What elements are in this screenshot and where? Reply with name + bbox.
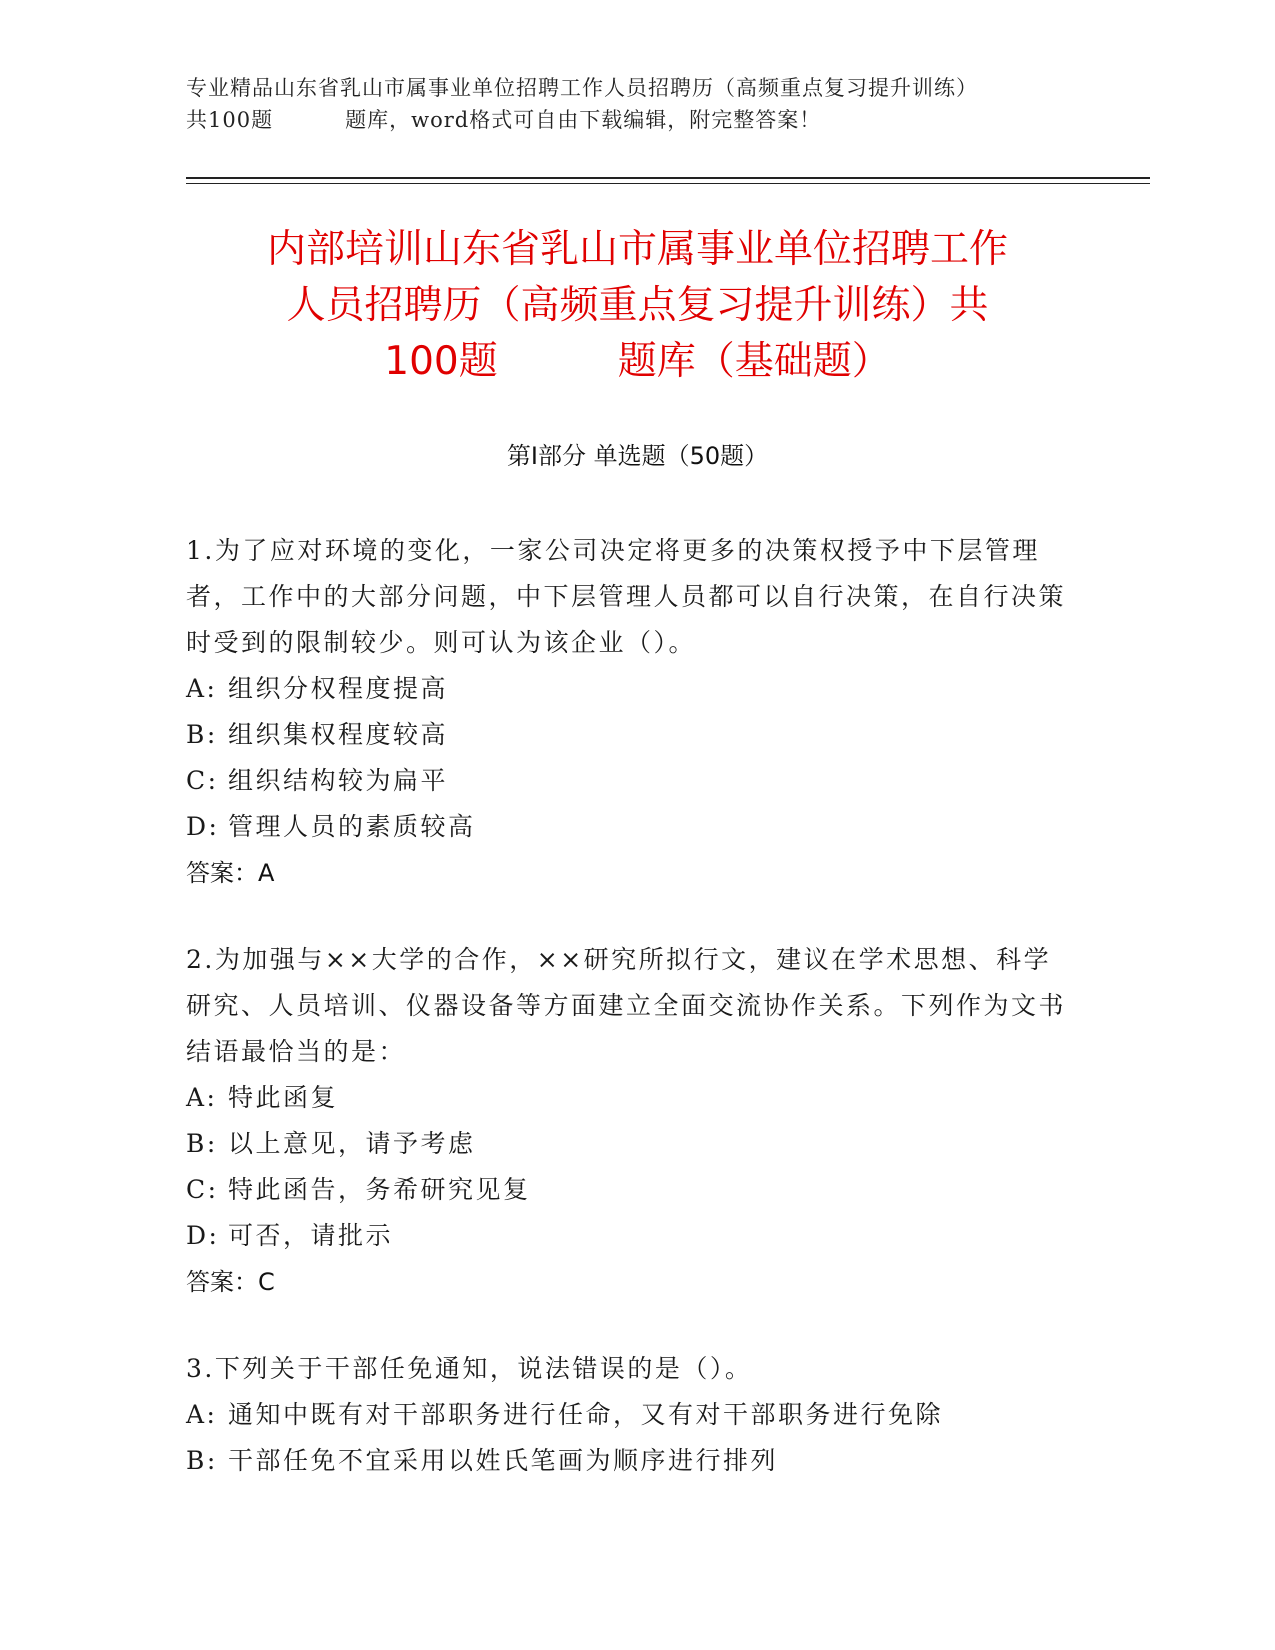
option-key: D: [186,1221,220,1250]
question-1 [186,528,1066,896]
header-line-2 [186,104,1086,136]
question-stem: 3.下列关于干部任免通知，说法错误的是（）。 [186,1354,753,1383]
option-text: 组织结构较为扁平 [228,766,449,795]
title-line-3 [130,334,1145,390]
question-list [186,528,1066,1525]
option-a [186,1075,1066,1121]
question-2 [186,937,1066,1305]
option-text: 特此函复 [228,1083,339,1112]
option-c [186,1167,1066,1213]
question-stem: 2.为加强与××大学的合作，××研究所拟行文，建议在学术思想、科学研究、人员培训、仪器设备等方面建立全面交流协作关系。下列作为文书结语最恰当的是： [186,945,1067,1066]
option-key: B: [186,1129,218,1158]
option-text: 以上意见，请予考虑 [228,1129,476,1158]
option-text: 特此函告，务希研究见复 [228,1175,531,1204]
option-a [186,666,1066,712]
answer: 答案：A [186,859,275,887]
section-title: 第Ⅰ部分 单选题（50题） [506,442,769,470]
title-line-3a: 100题 [384,339,498,384]
option-key: C: [186,1175,219,1204]
option-key: A: [186,674,218,703]
option-text: 管理人员的素质较高 [228,812,476,841]
option-b [186,1121,1066,1167]
option-key: A: [186,1083,218,1112]
option-b [186,712,1066,758]
header-line-2b: 题库，word格式可自由下载编辑，附完整答案！ [345,108,822,132]
question-3 [186,1346,1066,1484]
option-text: 通知中既有对干部职务进行任命，又有对干部职务进行免除 [228,1400,944,1429]
question-stem: 1.为了应对环境的变化，一家公司决定将更多的决策权授予中下层管理者，工作中的大部分问题，中下层管理人员都可以自行决策，在自行决策时受到的限制较少。则可认为该企业（）。 [186,536,1067,657]
option-text: 可否，请批示 [228,1221,394,1250]
option-c [186,758,1066,804]
header-divider-thick [186,177,1150,179]
header-note [186,72,1086,136]
option-key: B: [186,1446,218,1475]
option-key: D: [186,812,220,841]
header-line-2a: 共100题 [186,108,274,132]
title-line-3b: 题库（基础题） [617,339,891,384]
title-line-2: 人员招聘历（高频重点复习提升训练）共 [286,283,989,328]
header-divider-thin [186,183,1150,184]
option-key: C: [186,766,219,795]
header-line-1: 专业精品山东省乳山市属事业单位招聘工作人员招聘历（高频重点复习提升训练） [186,76,978,100]
option-text: 组织集权程度较高 [228,720,449,749]
option-key: B: [186,720,218,749]
option-key: A: [186,1400,218,1429]
option-text: 干部任免不宜采用以姓氏笔画为顺序进行排列 [228,1446,779,1475]
option-d [186,1213,1066,1259]
option-a [186,1392,1066,1438]
title-line-1: 内部培训山东省乳山市属事业单位招聘工作 [266,227,1008,272]
answer: 答案：C [186,1268,275,1296]
option-text: 组织分权程度提高 [228,674,449,703]
option-b [186,1438,1066,1484]
option-d [186,804,1066,850]
document-title [130,222,1145,390]
